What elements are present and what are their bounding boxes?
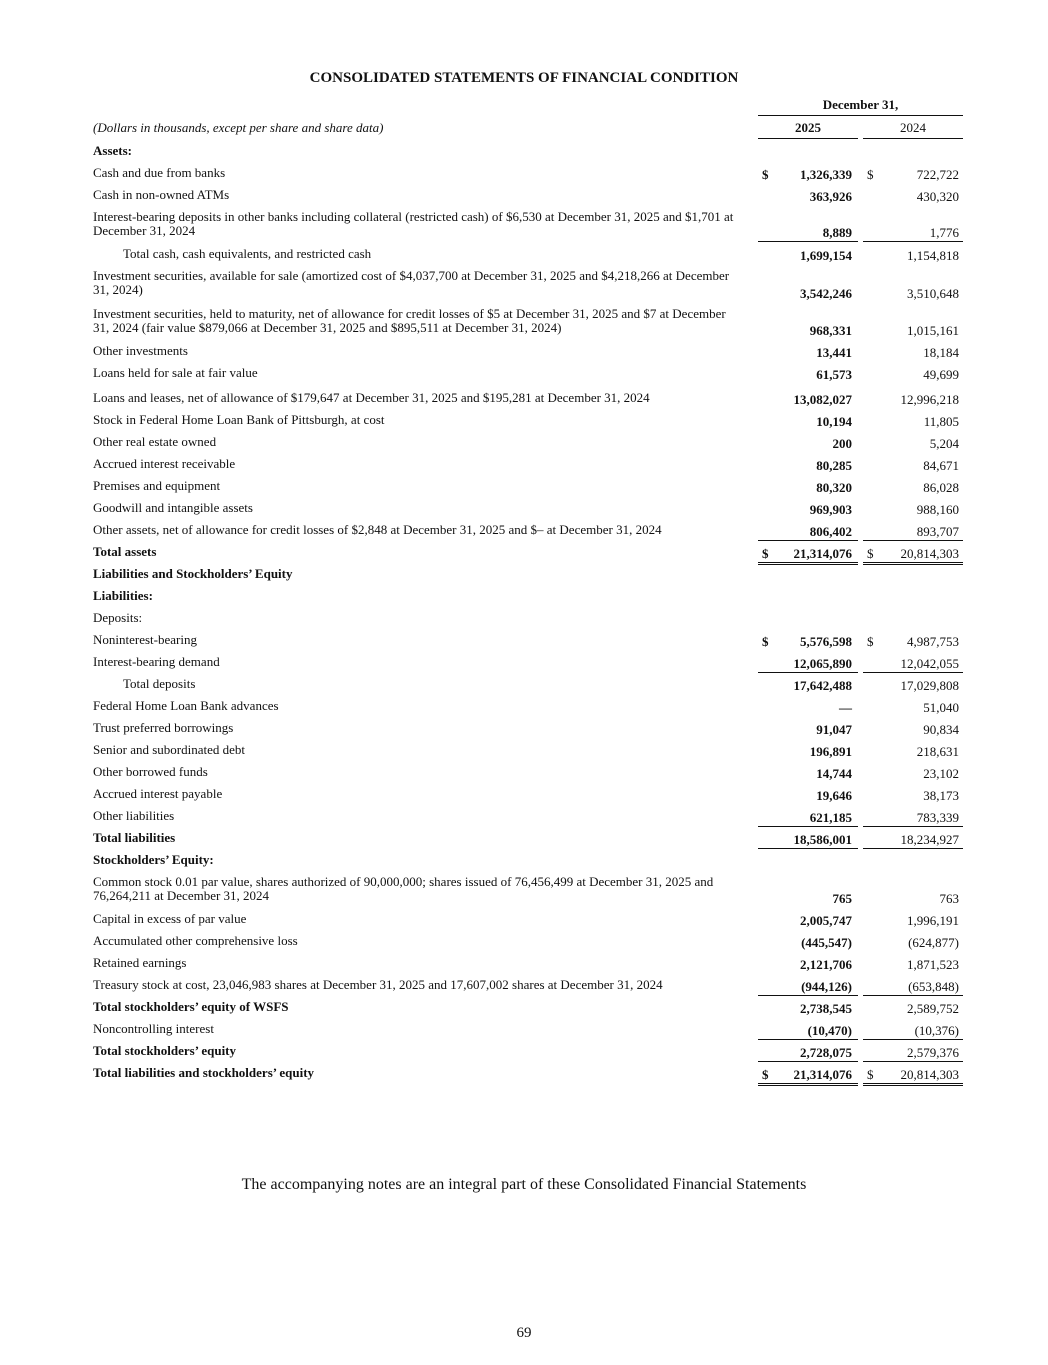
value-2024	[863, 367, 963, 383]
value-2024	[863, 766, 963, 782]
value-2025	[758, 891, 858, 907]
amount: 2,589,752	[907, 1001, 959, 1016]
amount: 968,331	[809, 323, 852, 338]
amount: 18,586,001	[793, 832, 852, 847]
row-label: Capital in excess of par value	[93, 911, 247, 926]
amount: 91,047	[816, 722, 852, 737]
value-2024	[863, 678, 963, 694]
value-2025	[758, 1023, 858, 1040]
amount: 969,903	[809, 502, 852, 517]
amount: (10,376)	[914, 1023, 959, 1038]
currency-symbol: $	[762, 546, 769, 561]
amount: 5,576,598	[800, 634, 852, 649]
value-2025	[758, 700, 858, 716]
currency-symbol: $	[867, 167, 874, 182]
footnote: The accompanying notes are an integral part of these Consolidated Financial Statements	[241, 1176, 807, 1193]
amount: 19,646	[816, 788, 852, 803]
amount: 783,339	[916, 810, 959, 825]
amount: 18,184	[923, 345, 959, 360]
value-2024	[863, 167, 963, 183]
value-2024	[863, 392, 963, 408]
value-2024	[863, 480, 963, 496]
row-label: Other real estate owned	[93, 434, 217, 449]
value-2024	[863, 1001, 963, 1017]
amount: 10,194	[816, 414, 852, 429]
row-label: Common stock 0.01 par value, shares authorized of 90,000,000; shares issued of 76,456,499 at December 31, 2025 and 76,264,211 at December 31, 2024	[93, 874, 714, 903]
amount: 3,510,648	[907, 286, 959, 301]
amount: (10,470)	[807, 1023, 852, 1038]
row-label: Investment securities, available for sale (amortized cost of $4,037,700 at December 31, 2025 and $4,218,266 at December 31, 2024)	[93, 268, 730, 297]
amount: 23,102	[923, 766, 959, 781]
value-2024	[863, 502, 963, 518]
amount: 1,776	[929, 225, 959, 240]
row-label: Liabilities and Stockholders’ Equity	[93, 566, 293, 581]
value-2025	[758, 1067, 858, 1086]
amount: 38,173	[923, 788, 959, 803]
row-label: Stockholders’ Equity:	[93, 852, 214, 867]
value-2025	[758, 524, 858, 541]
value-2024	[863, 1023, 963, 1040]
column-group-header: December 31,	[758, 97, 963, 116]
row-label: Other assets, net of allowance for credit losses of $2,848 at December 31, 2025 and $– at December 31, 2024	[93, 522, 662, 537]
row-label: Loans held for sale at fair value	[93, 365, 258, 380]
row-label: Total stockholders’ equity of WSFS	[93, 999, 289, 1014]
value-2024	[863, 546, 963, 565]
amount: 17,642,488	[793, 678, 852, 693]
currency-symbol: $	[867, 634, 874, 649]
value-2025	[758, 1001, 858, 1017]
amount: 8,889	[822, 225, 852, 240]
amount: 49,699	[923, 367, 959, 382]
currency-symbol: $	[762, 167, 769, 182]
amount: 765	[832, 891, 852, 906]
amount: 806,402	[809, 524, 852, 539]
amount: 14,744	[816, 766, 852, 781]
row-label: Interest-bearing deposits in other banks including collateral (restricted cash) of $6,530 at December 31, 2025 and $1,701 at December 31, 2024	[93, 209, 734, 238]
amount: 430,320	[916, 189, 959, 204]
currency-symbol: $	[867, 1067, 874, 1082]
value-2025	[758, 480, 858, 496]
amount: 20,814,303	[900, 1067, 959, 1082]
amount: 363,926	[809, 189, 852, 204]
value-2025	[758, 722, 858, 738]
value-2024	[863, 810, 963, 827]
amount: 17,029,808	[900, 678, 959, 693]
amount: (944,126)	[801, 979, 852, 994]
amount: 80,285	[816, 458, 852, 473]
value-2025	[758, 678, 858, 694]
value-2024	[863, 1067, 963, 1086]
row-label: Total liabilities and stockholders’ equity	[93, 1065, 315, 1080]
value-2025	[758, 392, 858, 408]
row-label: Total stockholders’ equity	[93, 1043, 237, 1058]
value-2024	[863, 979, 963, 996]
amount: 196,891	[809, 744, 852, 759]
amount: 84,671	[923, 458, 959, 473]
row-label: Investment securities, held to maturity, net of allowance for credit losses of $5 at December 31, 2025 and $7 at December 31, 2024 (fair value $879,066 at December 31, 2025 and $895,511 at December 31, 2024)	[93, 306, 726, 335]
amount: 21,314,076	[793, 546, 852, 561]
row-label: Senior and subordinated debt	[93, 742, 245, 757]
value-2024	[863, 189, 963, 205]
value-2025	[758, 367, 858, 383]
amount: 21,314,076	[793, 1067, 852, 1082]
amount: 20,814,303	[900, 546, 959, 561]
row-label: Total deposits	[123, 676, 196, 691]
amount: 2,005,747	[800, 913, 852, 928]
row-label: Cash and due from banks	[93, 165, 226, 180]
value-2025	[758, 248, 858, 264]
value-2025	[758, 935, 858, 951]
value-2025	[758, 345, 858, 361]
value-2025	[758, 1045, 858, 1062]
value-2024	[863, 832, 963, 849]
value-2024	[863, 913, 963, 929]
value-2025	[758, 436, 858, 452]
amount: 80,320	[816, 480, 852, 495]
value-2025	[758, 502, 858, 518]
value-2025	[758, 913, 858, 929]
value-2024	[863, 323, 963, 339]
row-label: Deposits:	[93, 610, 143, 625]
value-2024	[863, 458, 963, 474]
page-number: 69	[516, 1325, 532, 1341]
amount: 1,015,161	[907, 323, 959, 338]
amount: 1,871,523	[907, 957, 959, 972]
amount: 763	[939, 891, 959, 906]
amount: (653,848)	[908, 979, 959, 994]
amount: 86,028	[923, 480, 959, 495]
row-label: Total cash, cash equivalents, and restricted cash	[123, 246, 372, 261]
value-2025	[758, 744, 858, 760]
amount: 988,160	[916, 502, 959, 517]
value-2024	[863, 414, 963, 430]
row-label: Accrued interest receivable	[93, 456, 236, 471]
value-2025	[758, 225, 858, 242]
amount: 13,082,027	[793, 392, 852, 407]
row-label: Accrued interest payable	[93, 786, 223, 801]
value-2025	[758, 634, 858, 650]
value-2024	[863, 634, 963, 650]
row-label: Treasury stock at cost, 23,046,983 shares at December 31, 2025 and 17,607,002 shares at December 31, 2024	[93, 977, 663, 992]
value-2024	[863, 744, 963, 760]
value-2025	[758, 810, 858, 827]
value-2024	[863, 225, 963, 242]
amount: 18,234,927	[900, 832, 959, 847]
value-2025	[758, 458, 858, 474]
amount: 1,996,191	[907, 913, 959, 928]
amount: 1,326,339	[800, 167, 852, 182]
amount: (624,877)	[908, 935, 959, 950]
value-2024	[863, 345, 963, 361]
amount: 893,707	[916, 524, 959, 539]
row-label: Total assets	[93, 544, 157, 559]
amount: 1,699,154	[800, 248, 852, 263]
row-label: Retained earnings	[93, 955, 187, 970]
amount: 13,441	[816, 345, 852, 360]
value-2025	[758, 979, 858, 996]
amount: 5,204	[929, 436, 959, 451]
value-2024	[863, 524, 963, 541]
value-2024	[863, 1045, 963, 1062]
amount: 200	[832, 436, 852, 451]
row-label: Premises and equipment	[93, 478, 221, 493]
amount: 2,121,706	[800, 957, 852, 972]
row-label: Other liabilities	[93, 808, 175, 823]
row-label: Interest-bearing demand	[93, 654, 220, 669]
row-label: Liabilities:	[93, 588, 153, 603]
value-2024	[863, 286, 963, 302]
row-label: Stock in Federal Home Loan Bank of Pittsburgh, at cost	[93, 412, 385, 427]
value-2024	[863, 891, 963, 907]
value-2025	[758, 286, 858, 302]
row-label: Accumulated other comprehensive loss	[93, 933, 298, 948]
column-header-2024: 2024	[863, 120, 963, 139]
row-label: Goodwill and intangible assets	[93, 500, 253, 515]
amount: 90,834	[923, 722, 959, 737]
amount: 621,185	[809, 810, 852, 825]
amount: —	[839, 700, 852, 715]
currency-symbol: $	[867, 546, 874, 561]
value-2025	[758, 656, 858, 673]
row-label: Cash in non-owned ATMs	[93, 187, 230, 202]
row-label: Trust preferred borrowings	[93, 720, 234, 735]
value-2025	[758, 323, 858, 339]
amount: (445,547)	[801, 935, 852, 950]
row-label: Other investments	[93, 343, 188, 358]
amount: 722,722	[916, 167, 959, 182]
statement-title: CONSOLIDATED STATEMENTS OF FINANCIAL CONDITION	[309, 70, 739, 86]
amount: 51,040	[923, 700, 959, 715]
value-2024	[863, 248, 963, 264]
value-2025	[758, 766, 858, 782]
value-2024	[863, 722, 963, 738]
currency-symbol: $	[762, 1067, 769, 1082]
amount: 1,154,818	[907, 248, 959, 263]
row-label: Assets:	[93, 143, 132, 158]
value-2024	[863, 700, 963, 716]
amount: 12,042,055	[900, 656, 959, 671]
row-label: Loans and leases, net of allowance of $179,647 at December 31, 2025 and $195,281 at December 31, 2024	[93, 390, 650, 405]
amount: 12,996,218	[900, 392, 959, 407]
value-2025	[758, 546, 858, 565]
value-2024	[863, 957, 963, 973]
value-2025	[758, 832, 858, 849]
units-note: (Dollars in thousands, except per share and share data)	[93, 120, 384, 135]
value-2025	[758, 957, 858, 973]
amount: 2,728,075	[800, 1045, 852, 1060]
amount: 12,065,890	[793, 656, 852, 671]
amount: 2,579,376	[907, 1045, 959, 1060]
row-label: Other borrowed funds	[93, 764, 208, 779]
value-2024	[863, 935, 963, 951]
row-label: Noncontrolling interest	[93, 1021, 214, 1036]
row-label: Federal Home Loan Bank advances	[93, 698, 279, 713]
currency-symbol: $	[762, 634, 769, 649]
amount: 3,542,246	[800, 286, 852, 301]
amount: 11,805	[923, 414, 959, 429]
value-2024	[863, 788, 963, 804]
amount: 218,631	[916, 744, 959, 759]
value-2024	[863, 436, 963, 452]
value-2025	[758, 189, 858, 205]
row-label: Noninterest-bearing	[93, 632, 197, 647]
value-2025	[758, 788, 858, 804]
row-label: Total liabilities	[93, 830, 176, 845]
column-header-2025: 2025	[758, 120, 858, 139]
value-2025	[758, 167, 858, 183]
amount: 61,573	[816, 367, 852, 382]
amount: 2,738,545	[800, 1001, 852, 1016]
value-2025	[758, 414, 858, 430]
amount: 4,987,753	[907, 634, 959, 649]
value-2024	[863, 656, 963, 673]
